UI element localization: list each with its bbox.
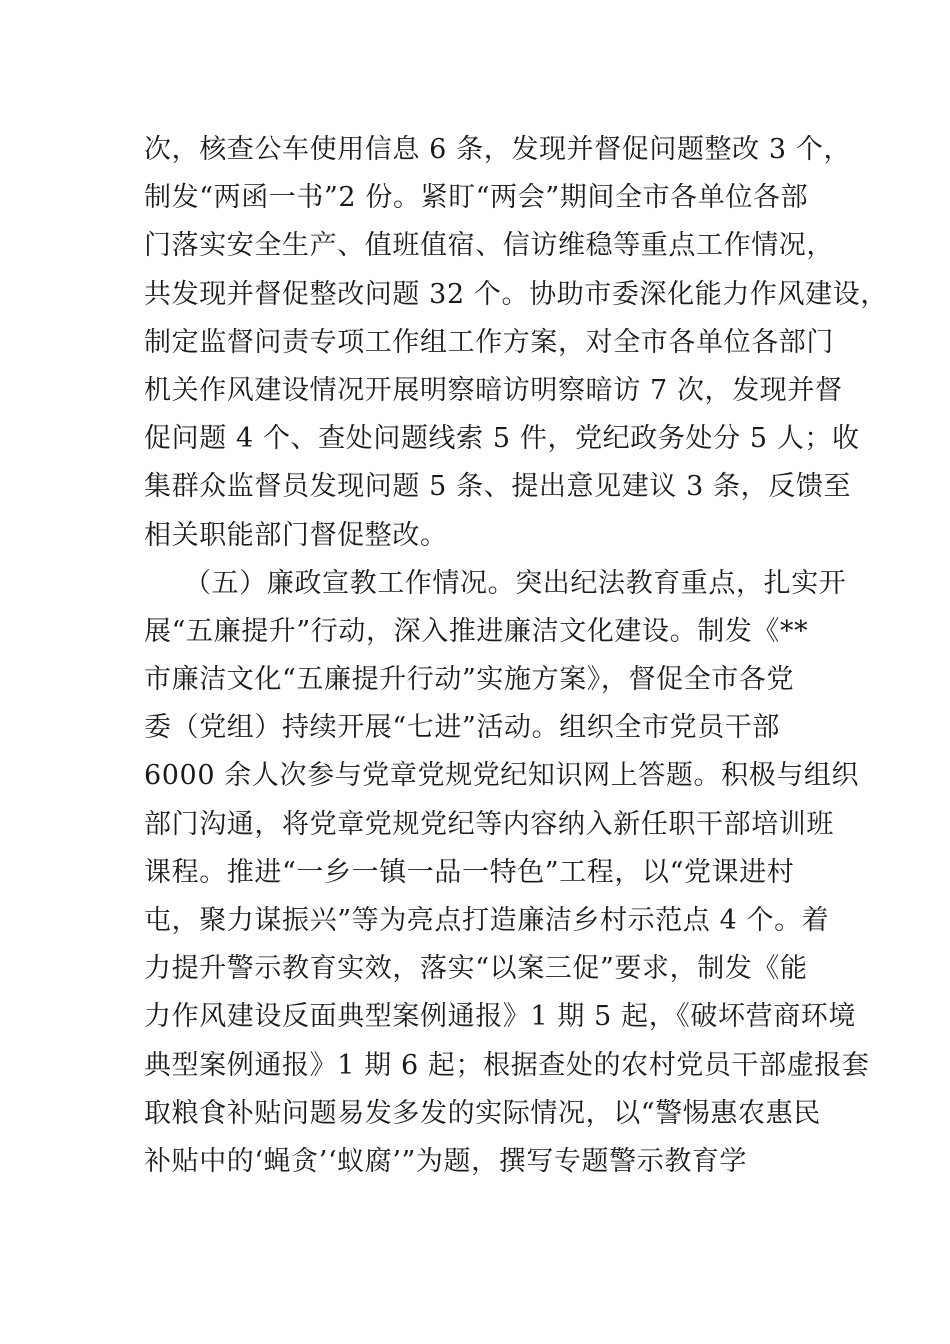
text-line: 共发现并督促整改问题 32 个。协助市委深化能力作风建设， [144, 278, 888, 310]
text-line: 典型案例通报》1 期 6 起；根据查处的农村党员干部虚报套 [144, 1049, 870, 1081]
text-line: 制发“两函一书”2 份。紧盯“两会”期间全市各单位各部 [144, 182, 809, 214]
text-line: 屯，聚力谋振兴”等为亮点打造廉洁乡村示范点 4 个。着 [144, 905, 830, 936]
text-line: 机关作风建设情况开展明察暗访明察暗访 7 次，发现并督 [144, 374, 843, 406]
text-line: 展“五廉提升”行动，深入推进廉洁文化建设。制发《** [144, 615, 809, 647]
section-heading-line: （五）廉政宣教工作情况。突出纪法教育重点，扎实开 [184, 567, 847, 599]
text-line: 课程。推进“一乡一镇一品一特色”工程，以“党课进村 [144, 856, 795, 888]
text-line: 力提升警示教育实效，落实“以案三促”要求，制发《能 [144, 953, 808, 985]
text-line: 力作风建设反面典型案例通报》1 期 5 起，《破坏营商环境 [144, 1001, 857, 1033]
text-line: 市廉洁文化“五廉提升行动”实施方案》，督促全市各党 [144, 664, 795, 696]
text-line: 次，核查公车使用信息 6 条，发现并督促问题整改 3 个， [144, 134, 852, 165]
text-line: 制定监督问责专项工作组工作方案，对全市各单位各部门 [144, 326, 834, 358]
text-line: 相关职能部门督促整改。 [144, 519, 448, 551]
text-line: 门落实安全生产、值班值宿、信访维稳等重点工作情况， [144, 230, 834, 262]
text-line: 委（党组）持续开展“七进”活动。组织全市党员干部 [144, 712, 781, 744]
body-text [144, 126, 888, 1186]
text-line: 取粮食补贴问题易发多发的实际情况，以“警惕惠农惠民 [144, 1097, 821, 1129]
text-line: 部门沟通，将党章党规党纪等内容纳入新任职干部培训班 [144, 808, 834, 840]
text-line: 集群众监督员发现问题 5 条、提出意见建议 3 条，反馈至 [144, 471, 852, 503]
text-line: 6000 余人次参与党章党规党纪知识网上答题。积极与组织 [144, 760, 860, 792]
text-line: 补贴中的‘蝇贪’‘蚁腐’”为题，撰写专题警示教育学 [144, 1145, 748, 1177]
text-line: 促问题 4 个、查处问题线索 5 件，党纪政务处分 5 人；收 [144, 423, 860, 455]
